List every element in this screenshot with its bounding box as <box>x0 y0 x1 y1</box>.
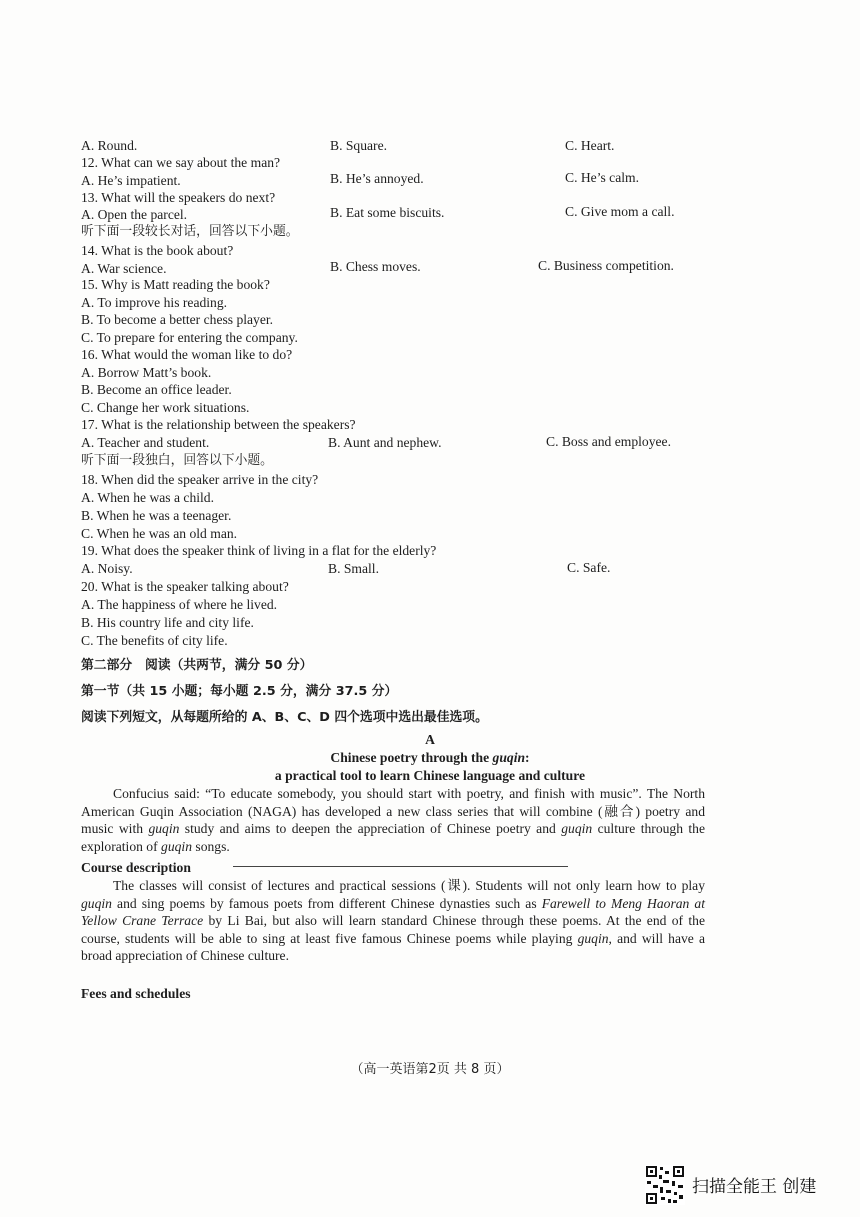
q17-option-a: A. Teacher and student. <box>81 435 210 450</box>
q15-option-b: B. To become a better chess player. <box>81 312 274 327</box>
q18-question: 18. When did the speaker arrive in the city? <box>81 472 319 487</box>
q19-option-b: B. Small. <box>328 561 379 576</box>
q18-option-b: B. When he was a teenager. <box>81 508 232 523</box>
q15-question: 15. Why is Matt reading the book? <box>81 277 270 292</box>
q19-option-c: C. Safe. <box>567 560 611 575</box>
q16-question: 16. What would the woman like to do? <box>81 347 293 362</box>
q19-question: 19. What does the speaker think of living in a flat for the elderly? <box>81 543 437 558</box>
q16-option-a: A. Borrow Matt’s book. <box>81 365 212 380</box>
fees-heading: Fees and schedules <box>81 986 191 1001</box>
q11-option-b: B. Square. <box>330 138 388 153</box>
q11-option-c: C. Heart. <box>565 138 615 153</box>
course-description-heading: Course description <box>81 860 191 875</box>
passage-title-line1: Chinese poetry through the guqin: <box>330 750 530 765</box>
scanner-watermark: 扫描全能王 创建 <box>692 1177 817 1197</box>
q17-option-c: C. Boss and employee. <box>546 434 671 449</box>
q16-option-b: B. Become an office leader. <box>81 382 232 397</box>
q14-option-b: B. Chess moves. <box>330 259 421 274</box>
q19-option-a: A. Noisy. <box>81 561 133 576</box>
section-one-heading: 第一节（共 15 小题；每小题 2.5 分，满分 37.5 分） <box>81 684 398 699</box>
q12-option-c: C. He’s calm. <box>565 170 639 185</box>
passage-title-line2: a practical tool to learn Chinese language and culture <box>274 768 586 783</box>
q15-option-a: A. To improve his reading. <box>81 295 228 310</box>
paragraph-course: The classes will consist of lectures and practical sessions (课). Students will not only learn how to play guqin and sing poems by famous poets from different Chinese dynasties such as Farewell to Meng Haoran at Yellow Crane Terrace by Li Bai, but also will learn standard Chinese through these poems. At the end of the course, students will be able to sing at least five famous Chinese poems while playing guqin, and will have a broad appreciation of Chinese culture. <box>81 878 705 964</box>
q18-option-a: A. When he was a child. <box>81 490 215 505</box>
q20-option-b: B. His country life and city life. <box>81 615 254 630</box>
part-two-heading: 第二部分 阅读（共两节，满分 50 分） <box>81 658 313 673</box>
q17-option-b: B. Aunt and nephew. <box>328 435 442 450</box>
instruction-monologue: 听下面一段独白，回答以下小题。 <box>81 453 273 468</box>
q12-option-a: A. He’s impatient. <box>81 173 181 188</box>
q14-option-c: C. Business competition. <box>538 258 674 273</box>
reading-instruction: 阅读下列短文，从每题所给的 A、B、C、D 四个选项中选出最佳选项。 <box>81 710 488 725</box>
q13-option-b: B. Eat some biscuits. <box>330 205 445 220</box>
q16-option-c: C. Change her work situations. <box>81 400 250 415</box>
instruction-long-dialogue: 听下面一段较长对话，回答以下小题。 <box>81 224 299 239</box>
q18-option-c: C. When he was an old man. <box>81 526 238 541</box>
paragraph-intro: Confucius said: “To educate somebody, you should start with poetry, and finish with music”. The North American Guqin Association (NAGA) has developed a new class series that will combine (融合) poetry and music with guqin study and aims to deepen the appreciation of Chinese poetry and guqin culture through the exploration of guqin songs. <box>81 786 706 854</box>
q15-option-c: C. To prepare for entering the company. <box>81 330 298 345</box>
q13-question: 13. What will the speakers do next? <box>81 190 276 205</box>
q17-question: 17. What is the relationship between the speakers? <box>81 417 356 432</box>
q12-option-b: B. He’s annoyed. <box>330 171 424 186</box>
q13-option-c: C. Give mom a call. <box>565 204 675 219</box>
q12-question: 12. What can we say about the man? <box>81 155 281 170</box>
qr-code-icon <box>645 1165 685 1205</box>
q14-option-a: A. War science. <box>81 261 167 276</box>
heading-rule <box>233 866 568 867</box>
q20-option-c: C. The benefits of city life. <box>81 633 228 648</box>
q20-question: 20. What is the speaker talking about? <box>81 579 289 594</box>
q14-question: 14. What is the book about? <box>81 243 234 258</box>
q20-option-a: A. The happiness of where he lived. <box>81 597 278 612</box>
passage-letter: A <box>425 732 435 747</box>
page-footer: （高一英语第2页 共 8 页） <box>350 1062 510 1077</box>
q13-option-a: A. Open the parcel. <box>81 207 188 222</box>
q11-option-a: A. Round. <box>81 138 138 153</box>
